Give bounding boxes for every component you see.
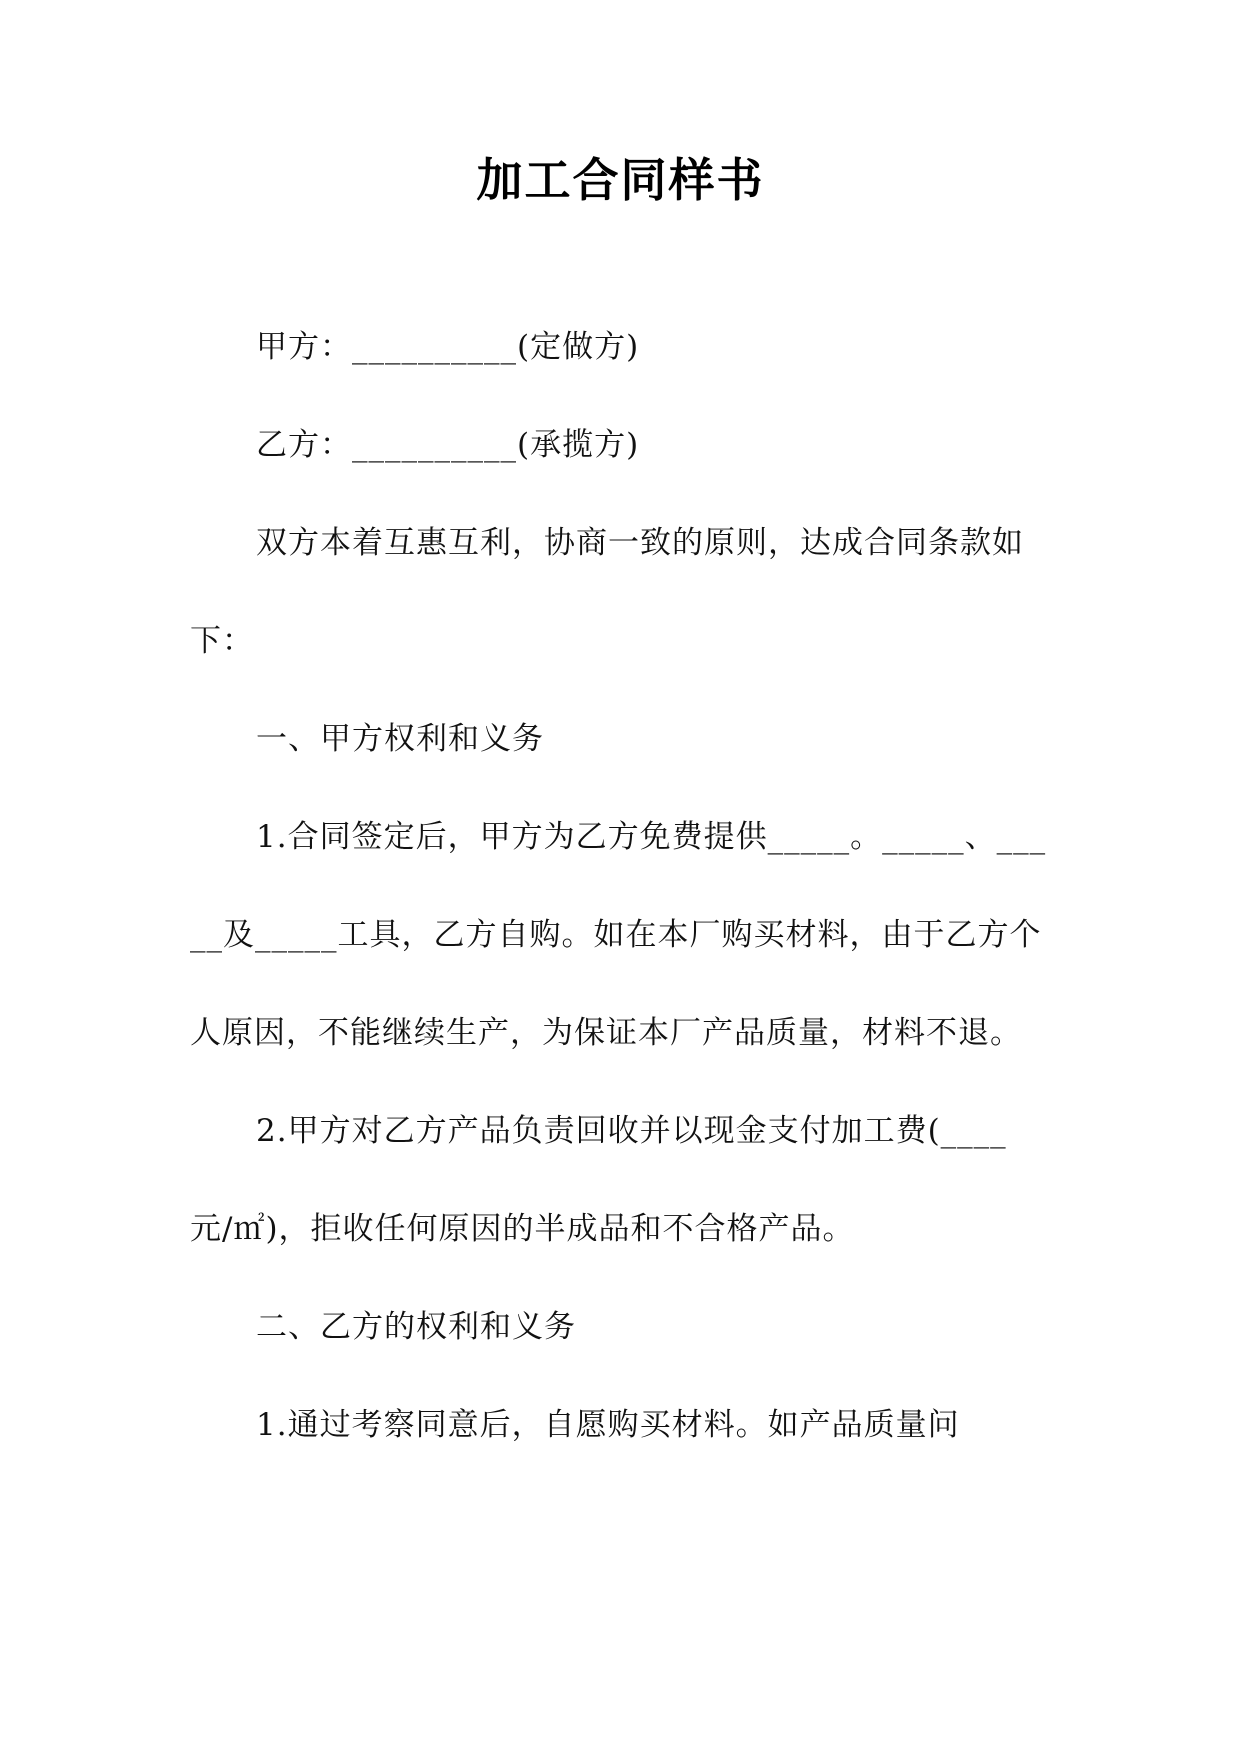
party-a-line: 甲方：__________(定做方) <box>256 329 640 365</box>
document-title: 加工合同样书 <box>476 153 765 207</box>
document-body <box>190 298 1050 1474</box>
clause-a-1: 1.合同签定后，甲方为乙方免费提供_____。_____、_____及_____工具，乙方自购。如在本厂购买材料，由于乙方个人原因，不能继续生产，为保证本厂产品质量，材料不退。 <box>190 819 1047 1051</box>
clause-b-1: 1.通过考察同意后，自愿购买材料。如产品质量问 <box>256 1407 960 1443</box>
clause-a-2: 2.甲方对乙方产品负责回收并以现金支付加工费(____元/㎡)，拒收任何原因的半成品和不合格产品。 <box>190 1113 1007 1247</box>
party-b-line: 乙方：__________(承揽方) <box>256 427 640 463</box>
section-heading-party-a: 一、甲方权利和义务 <box>256 721 544 757</box>
section-heading-party-b: 二、乙方的权利和义务 <box>256 1309 576 1345</box>
intro-paragraph: 双方本着互惠互利，协商一致的原则，达成合同条款如下： <box>190 525 1024 659</box>
